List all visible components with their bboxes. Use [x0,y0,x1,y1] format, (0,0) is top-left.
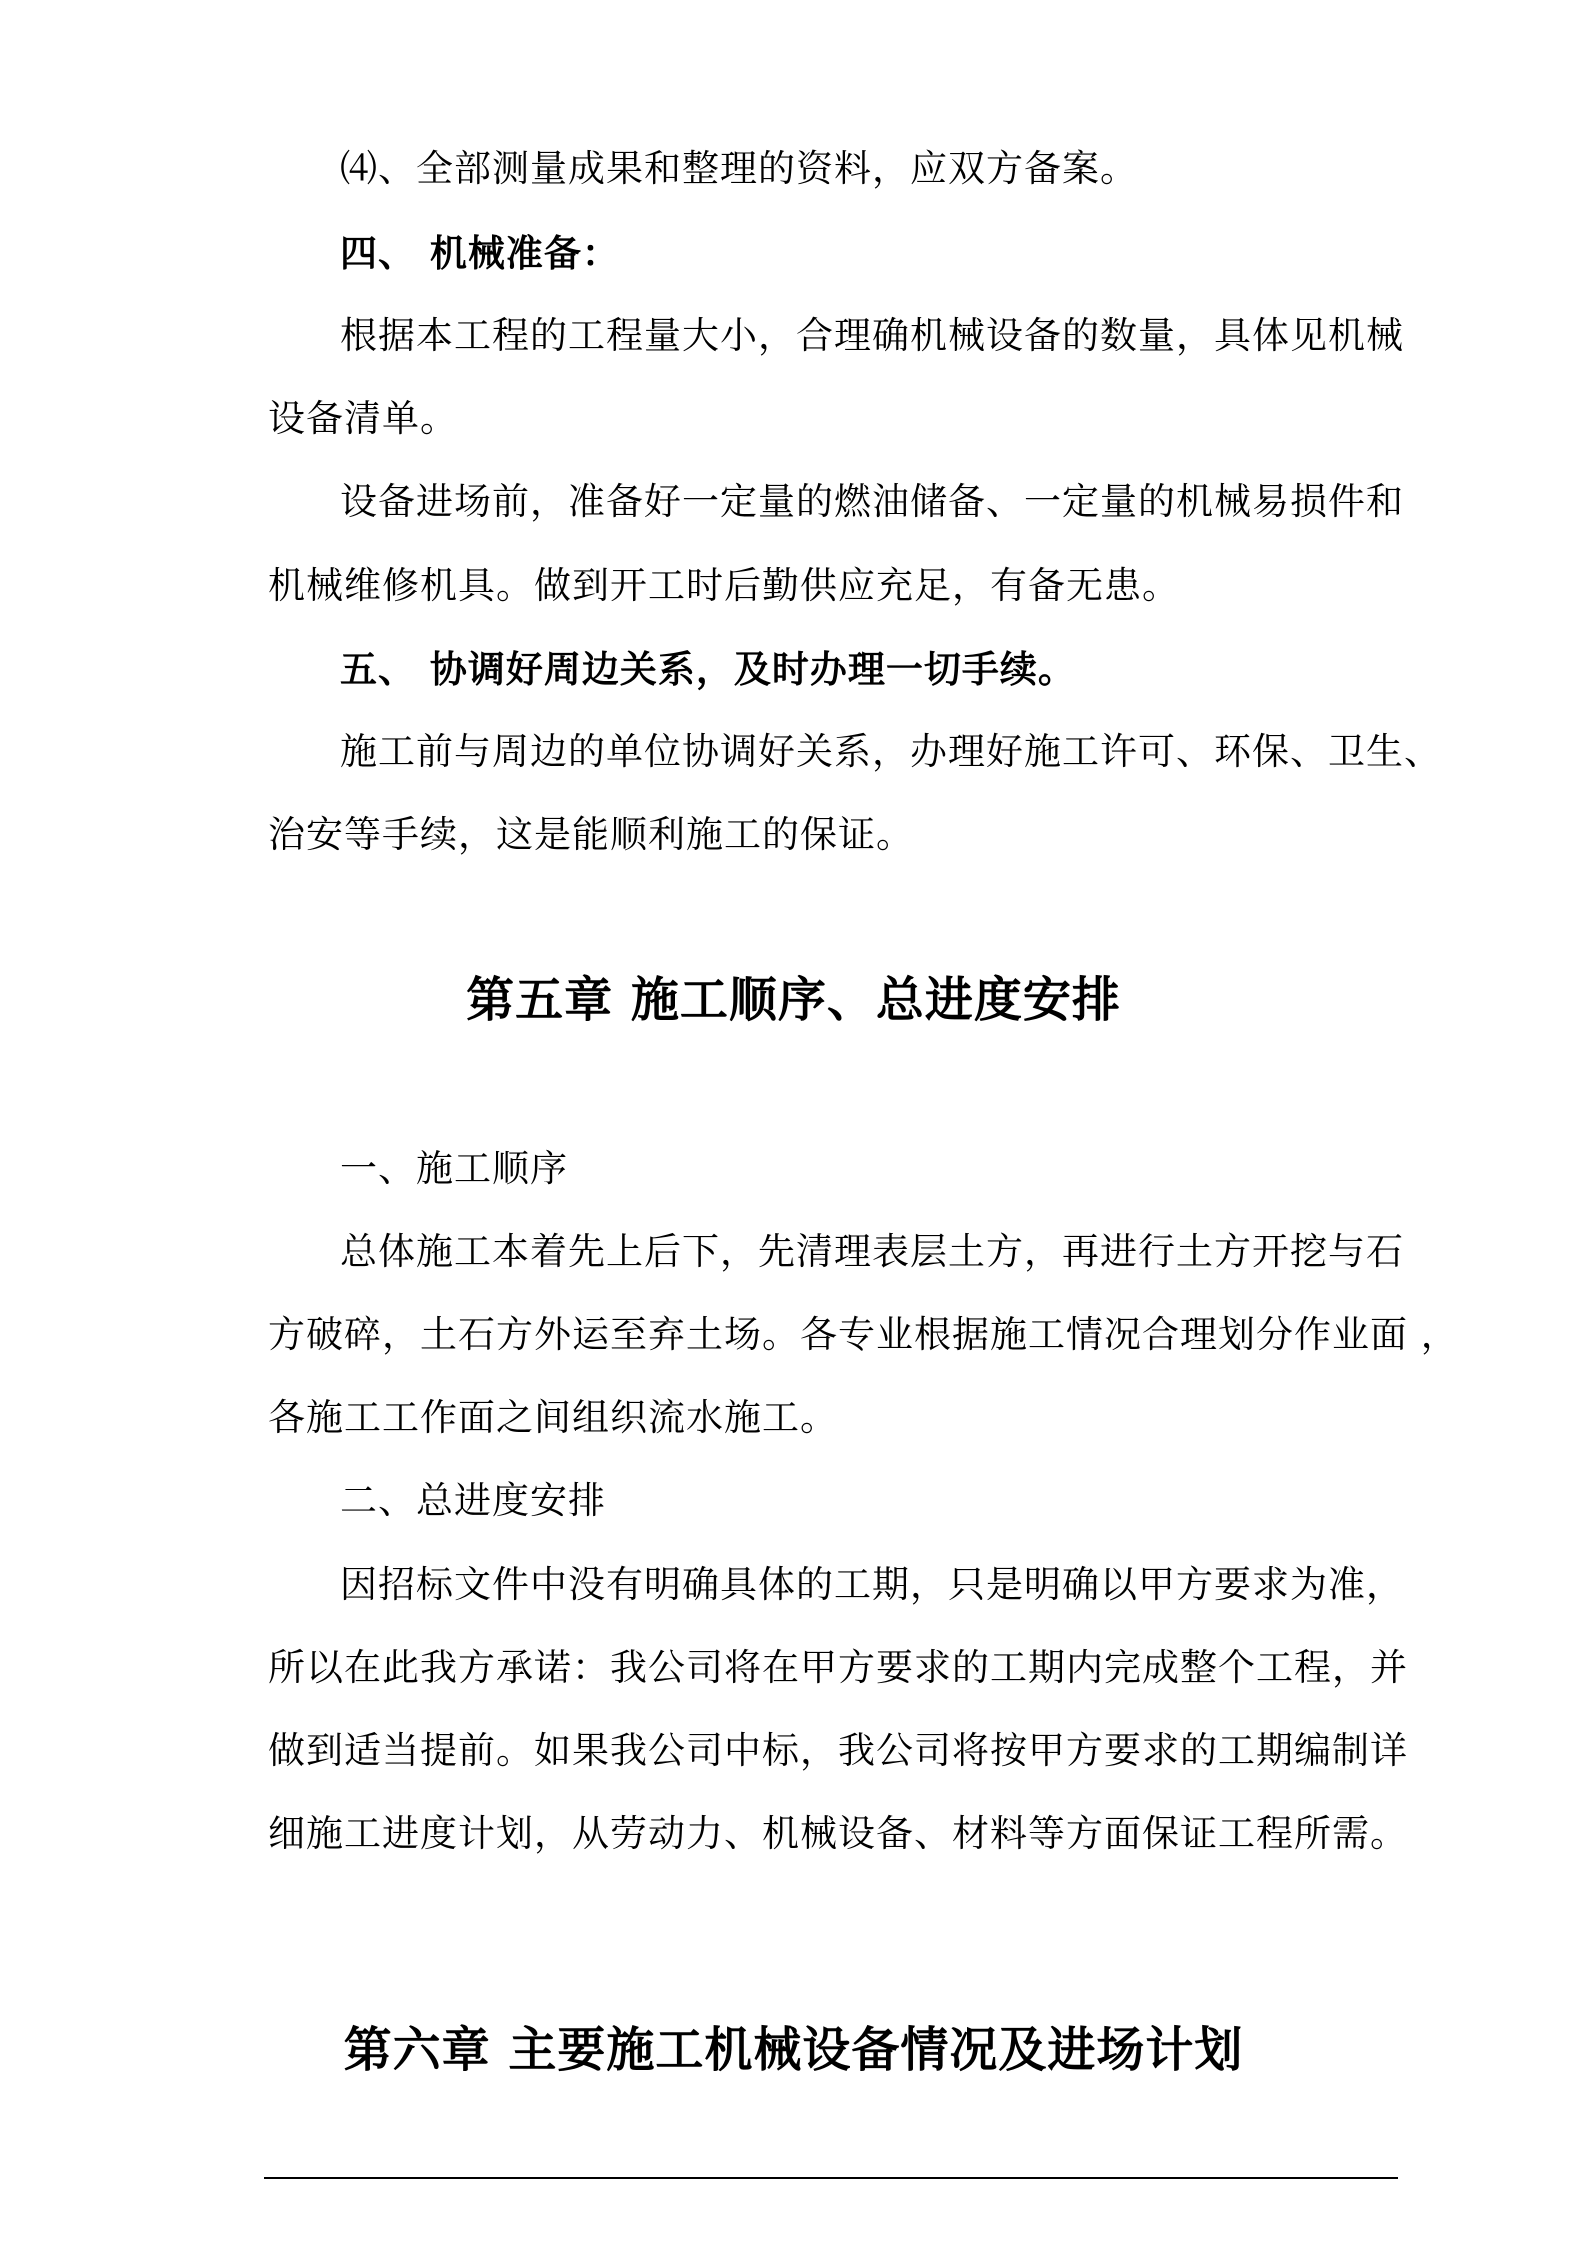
section-schedule-heading: 二、总进度安排 [340,1479,606,1522]
heading-coordinate-relations: 五、 协调好周边关系，及时办理一切手续。 [340,647,1076,691]
paragraph-sequence-line-1: 总体施工本着先上后下，先清理表层土方，再进行土方开挖与石 [340,1230,1404,1273]
heading-machinery-preparation: 四、 机械准备： [340,231,620,275]
paragraph-schedule-line-1: 因招标文件中没有明确具体的工期，只是明确以甲方要求为准， [340,1563,1404,1606]
paragraph-equipment-line-1: 设备进场前，准备好一定量的燃油储备、一定量的机械易损件和 [340,480,1404,523]
paragraph-survey-records: ⑷、全部测量成果和整理的资料，应双方备案。 [340,147,1138,190]
paragraph-equipment-line-2: 机械维修机具。做到开工时后勤供应充足，有备无患。 [268,564,1180,607]
section-construction-sequence-heading: 一、施工顺序 [340,1147,568,1190]
paragraph-schedule-line-4: 细施工进度计划，从劳动力、机械设备、材料等方面保证工程所需。 [268,1812,1408,1855]
paragraph-sequence-line-3: 各施工工作面之间组织流水施工。 [268,1396,838,1439]
chapter-6-title: 第六章 主要施工机械设备情况及进场计划 [343,2022,1244,2078]
paragraph-coordination-line-2: 治安等手续，这是能顺利施工的保证。 [268,813,914,856]
paragraph-schedule-line-2: 所以在此我方承诺：我公司将在甲方要求的工期内完成整个工程，并 [268,1646,1408,1689]
paragraph-schedule-line-3: 做到适当提前。如果我公司中标，我公司将按甲方要求的工期编制详 [268,1729,1408,1772]
paragraph-machinery-line-1: 根据本工程的工程量大小，合理确机械设备的数量，具体见机械 [340,314,1404,357]
chapter-5-title: 第五章 施工顺序、总进度安排 [466,972,1121,1028]
page-bottom-rule [264,2177,1398,2179]
paragraph-coordination-line-1: 施工前与周边的单位协调好关系，办理好施工许可、环保、卫生、 [340,730,1442,773]
paragraph-sequence-line-2: 方破碎，土石方外运至弃土场。各专业根据施工情况合理划分作业面 ， [268,1313,1459,1356]
paragraph-machinery-line-2: 设备清单。 [268,397,458,440]
